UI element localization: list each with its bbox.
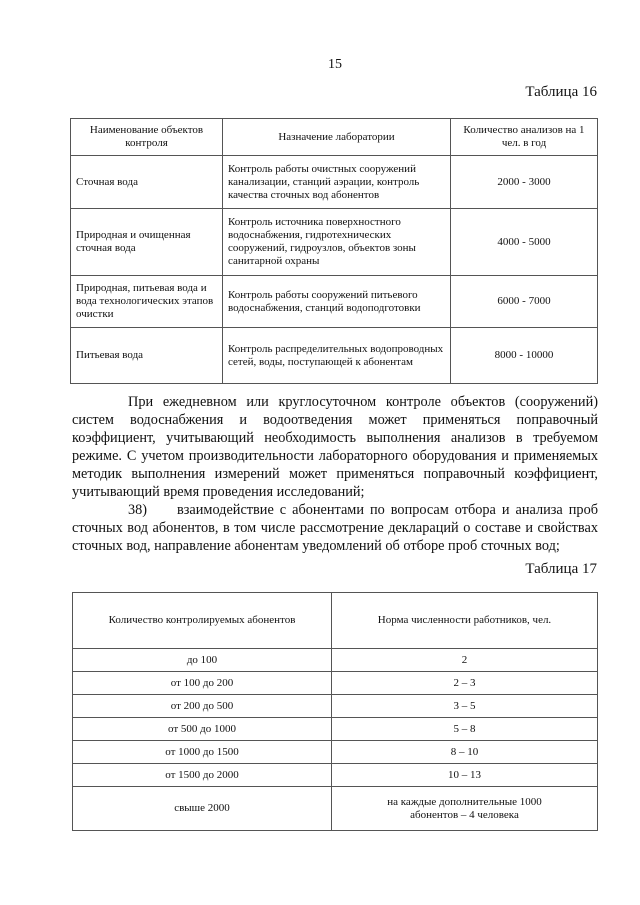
paragraph: При ежедневном или круглосуточном контроле объектов (сооружений) систем водоснабжения и водоотведения может применяться поправочный коэффициент, учитывающий необходимость выполнения анализов в требуемом режиме. С учетом производительности лабораторного оборудования и применяемых методик выполнения измерений может применяться поправочный коэффициент, учитывающий время проведения исследований;: [72, 394, 598, 500]
cell: Контроль работы сооружений питьевого водоснабжения, станций водоподготовки: [223, 276, 451, 328]
cell: Питьевая вода: [71, 328, 223, 384]
cell: от 1500 до 2000: [73, 764, 332, 787]
header-cell: Наименование объектов контроля: [71, 119, 223, 156]
cell: Контроль распределительных водопроводных сетей, воды, поступающей к абонентам: [223, 328, 451, 384]
table-row: [73, 718, 598, 741]
cell: Природная и очищенная сточная вода: [71, 209, 223, 276]
header-cell: Норма численности работников, чел.: [332, 593, 598, 649]
cell: от 1000 до 1500: [73, 741, 332, 764]
table-row: [73, 787, 598, 831]
cell: 2000 - 3000: [451, 156, 598, 209]
cell: Контроль источника поверхностного водоснабжения, гидротехнических сооружений, гидроузлов, объектов зоны санитарной охраны: [223, 209, 451, 276]
table-row: [73, 672, 598, 695]
cell: 10 – 13: [332, 764, 598, 787]
table-header-row: [71, 119, 598, 156]
table-row: [71, 276, 598, 328]
cell: 8 – 10: [332, 741, 598, 764]
table-17-caption: Таблица 17: [525, 561, 597, 577]
header-cell: Количество анализов на 1 чел. в год: [451, 119, 598, 156]
cell: 2 – 3: [332, 672, 598, 695]
table-16-caption: Таблица 16: [525, 84, 597, 100]
cell: на каждые дополнительные 1000 абонентов – 4 человека: [332, 787, 598, 831]
cell: от 100 до 200: [73, 672, 332, 695]
cell: 5 – 8: [332, 718, 598, 741]
cell: 3 – 5: [332, 695, 598, 718]
cell: Контроль работы очистных сооружений канализации, станций аэрации, контроль качества сточных вод абонентов: [223, 156, 451, 209]
header-cell: Назначение лаборатории: [223, 119, 451, 156]
header-cell: Количество контролируемых абонентов: [73, 593, 332, 649]
cell: 8000 - 10000: [451, 328, 598, 384]
cell: 4000 - 5000: [451, 209, 598, 276]
table-row: [71, 156, 598, 209]
table-row: [73, 649, 598, 672]
paragraph: 38) взаимодействие с абонентами по вопросам отбора и анализа проб сточных вод абонентов, в том числе рассмотрение деклараций о составе и свойствах сточных вод, направление абонентам уведомлений об отборе проб сточных вод;: [72, 502, 598, 554]
table-row: [73, 764, 598, 787]
table-row: [73, 695, 598, 718]
cell: до 100: [73, 649, 332, 672]
cell: 2: [332, 649, 598, 672]
table-16: [70, 118, 598, 384]
table-17: [72, 592, 598, 831]
cell: свыше 2000: [73, 787, 332, 831]
table-row: [71, 328, 598, 384]
page-number: 15: [328, 57, 342, 72]
cell: Природная, питьевая вода и вода технологических этапов очистки: [71, 276, 223, 328]
cell: Сточная вода: [71, 156, 223, 209]
cell: от 500 до 1000: [73, 718, 332, 741]
table-row: [73, 741, 598, 764]
cell: 6000 - 7000: [451, 276, 598, 328]
body-text: [72, 393, 598, 555]
table-header-row: [73, 593, 598, 649]
table-row: [71, 209, 598, 276]
cell: от 200 до 500: [73, 695, 332, 718]
